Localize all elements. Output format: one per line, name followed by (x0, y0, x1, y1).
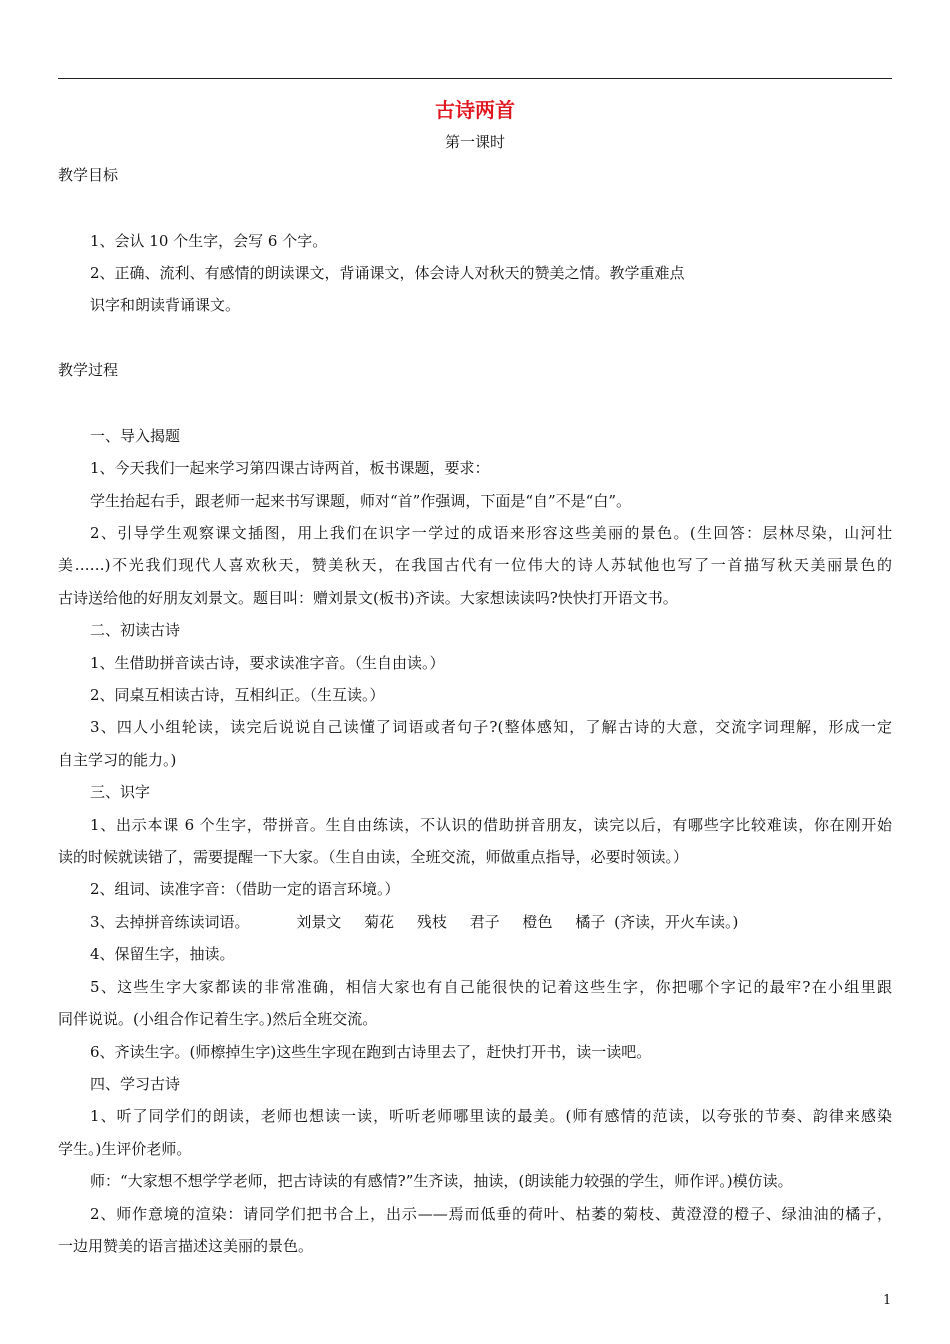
paragraph-line: 2、同桌互相读古诗，互相纠正。（生互读。） (90, 686, 385, 704)
paragraph-line: 2、师作意境的渲染：请同学们把书合上，出示——焉而低垂的荷叶、枯萎的菊枝、黄澄澄的橙子、绿油油的橘子， (90, 1205, 892, 1223)
paragraph-line: 1、今天我们一起来学习第四课古诗两首，板书课题，要求： (90, 459, 490, 477)
paragraph-line: 2、引导学生观察课文插图，用上我们在识字一学过的成语来形容这些美丽的景色。(生回答：层林尽染，山河壮 (90, 524, 892, 542)
vocabulary-word: 残枝 (416, 913, 447, 931)
paragraph-line: 5、这些生字大家都读的非常准确，相信大家也有自己能很快的记着这些生字，你把哪个字记的最牢?在小组里跟 (90, 978, 892, 996)
paragraph-line: 学生抬起右手，跟老师一起来书写课题，师对“首”作强调，下面是“自”不是“白”。 (90, 492, 632, 510)
vocabulary-lead: 3、去掉拼音练读词语。 (90, 913, 250, 931)
vocabulary-word: 菊花 (364, 913, 395, 931)
subheading: 三、识字 (90, 783, 151, 801)
paragraph-line: 美……)不光我们现代人喜欢秋天，赞美秋天，在我国古代有一位伟大的诗人苏轼他也写了一首描写秋天美丽景色的 (58, 556, 892, 574)
paragraph-line: 自主学习的能力。) (58, 751, 177, 769)
goal-line: 识字和朗读背诵课文。 (90, 296, 241, 314)
subheading: 四、学习古诗 (90, 1075, 181, 1093)
goal-line: 1、会认 10 个生字，会写 6 个字。 (90, 232, 328, 250)
page-number: 1 (883, 1293, 892, 1308)
section-heading-goals: 教学目标 (58, 166, 119, 184)
paragraph-line: 6、齐读生字。(师檫掉生字)这些生字现在跑到古诗里去了，赶快打开书，读一读吧。 (90, 1043, 652, 1061)
paragraph-line: 3、四人小组轮读，读完后说说自己读懂了词语或者句子?(整体感知，了解古诗的大意，交流字词理解，形成一定 (90, 718, 892, 736)
paragraph-line: 师：“大家想不想学学老师，把古诗读的有感情?”生齐读，抽读，(朗读能力较强的学生，师作评。)模仿读。 (90, 1172, 793, 1190)
vocabulary-row (90, 911, 892, 932)
paragraph-line: 一边用赞美的语言描述这美丽的景色。 (58, 1237, 314, 1255)
paragraph-line: 学生。)生评价老师。 (58, 1140, 192, 1158)
section-heading-process: 教学过程 (58, 361, 119, 379)
subheading: 一、导入揭题 (90, 427, 181, 445)
document-title: 古诗两首 (435, 98, 515, 122)
vocabulary-word: 君子 (469, 913, 500, 931)
document-subtitle: 第一课时 (444, 133, 505, 151)
vocabulary-word: 橙色 (522, 913, 553, 931)
paragraph-line: 1、生借助拼音读古诗，要求读准字音。（生自由读。） (90, 654, 445, 672)
paragraph-line: 同伴说说。(小组合作记着生字。)然后全班交流。 (58, 1010, 378, 1028)
subheading: 二、初读古诗 (90, 621, 181, 639)
paragraph-line: 读的时候就读错了，需要提醒一下大家。（生自由读，全班交流，师做重点指导，必要时领读。） (58, 848, 689, 866)
paragraph-line: 4、保留生字，抽读。 (90, 945, 235, 963)
paragraph-line: 1、听了同学们的朗读，老师也想读一读，听听老师哪里读的最美。(师有感情的范读，以夸张的节奏、韵律来感染 (90, 1107, 892, 1125)
paragraph-line: 古诗送给他的好朋友刘景文。题目叫：赠刘景文(板书)齐读。大家想读读吗?快快打开语文书。 (58, 589, 678, 607)
vocabulary-word: 刘景文 (296, 913, 342, 931)
paragraph-line: 2、组词、读准字音：（借助一定的语言环境。） (90, 880, 400, 898)
goal-line: 2、正确、流利、有感情的朗读课文，背诵课文，体会诗人对秋天的赞美之情。教学重难点 (90, 264, 685, 282)
paragraph-line: 1、出示本课 6 个生字，带拼音。生自由练读，不认识的借助拼音朋友，读完以后，有哪些字比较难读，你在刚开始 (90, 816, 892, 834)
vocabulary-word: 橘子 (575, 913, 606, 931)
vocabulary-note: (齐读，开火车读。) (614, 913, 739, 931)
header-rule (58, 78, 892, 79)
